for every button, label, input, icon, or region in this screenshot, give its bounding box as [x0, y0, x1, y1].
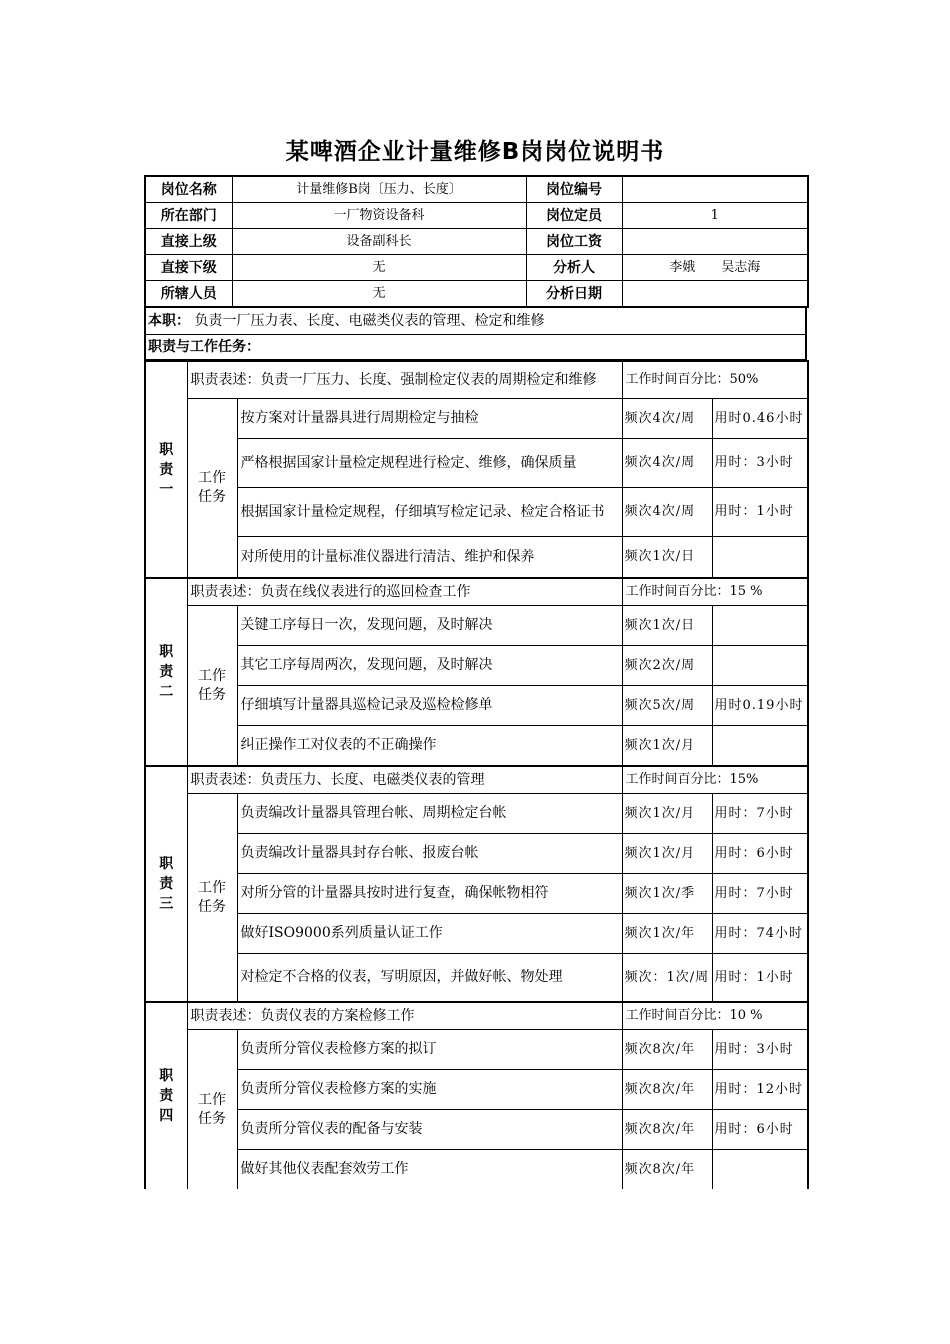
task-frequency: 频次：1次/周 — [622, 954, 712, 1003]
task-hours: 用时：3小时 — [712, 1030, 808, 1070]
task-hours — [712, 1150, 808, 1190]
task-hours — [712, 646, 808, 686]
task-text: 负责编改计量器具封存台帐、报废台帐 — [237, 834, 622, 874]
task-frequency: 频次1次/日 — [622, 537, 712, 579]
task-frequency: 频次4次/周 — [622, 488, 712, 537]
task-label-text: 工作任务 — [198, 1091, 226, 1127]
task-text: 负责编改计量器具管理台帐、周期检定台帐 — [237, 794, 622, 834]
task-hours: 用时0.46小时 — [712, 399, 808, 439]
duty-description: 职责表述：负责一厂压力、长度、强制检定仪表的周期检定和维修 — [187, 361, 622, 399]
analyst-value: 李娥 吴志海 — [622, 255, 808, 281]
task-text: 严格根据国家计量检定规程进行检定、维修，确保质量 — [237, 439, 622, 488]
task-frequency: 频次4次/周 — [622, 399, 712, 439]
analyst-label: 分析人 — [526, 255, 622, 281]
task-text: 其它工序每周两次，发现问题，及时解决 — [237, 646, 622, 686]
task-label-text: 工作任务 — [198, 470, 226, 505]
duty-label — [145, 578, 187, 766]
page-title: 某啤酒企业计量维修B岗岗位说明书 — [285, 139, 665, 165]
task-text: 根据国家计量检定规程，仔细填写检定记录、检定合格证书 — [237, 488, 622, 537]
superior-label: 直接上级 — [145, 229, 232, 255]
duty-time-percentage: 工作时间百分比：50% — [622, 361, 808, 399]
core-duty-label: 本职： — [148, 313, 190, 329]
task-frequency: 频次1次/季 — [622, 874, 712, 914]
task-text: 负责所分管仪表检修方案的拟订 — [237, 1030, 622, 1070]
position-name-value: 计量维修B岗〔压力、长度〕 — [232, 176, 526, 203]
analysis-date-label: 分析日期 — [526, 281, 622, 308]
task-label-text: 工作任务 — [198, 667, 226, 703]
task-label — [187, 1030, 237, 1190]
duty-label-text: 职责二 — [159, 644, 174, 700]
duties-heading: 职责与工作任务： — [145, 335, 806, 360]
duties-table — [144, 360, 809, 1189]
position-name-label: 岗位名称 — [145, 176, 232, 203]
analysis-date-value — [622, 281, 808, 308]
task-text: 做好其他仪表配套效劳工作 — [237, 1150, 622, 1190]
task-frequency: 频次1次/月 — [622, 834, 712, 874]
task-frequency: 频次8次/年 — [622, 1110, 712, 1150]
headcount-value: 1 — [622, 203, 808, 229]
duty-label — [145, 1002, 187, 1189]
task-hours: 用时：6小时 — [712, 834, 808, 874]
core-duty-table — [144, 308, 807, 360]
task-hours: 用时：7小时 — [712, 874, 808, 914]
task-hours: 用时0.19小时 — [712, 686, 808, 726]
duty-label-text: 职责三 — [159, 856, 174, 912]
task-text: 对所分管的计量器具按时进行复查，确保帐物相符 — [237, 874, 622, 914]
managed-staff-value: 无 — [232, 281, 526, 308]
duty-description: 职责表述：负责仪表的方案检修工作 — [187, 1002, 622, 1030]
task-text: 关键工序每日一次，发现问题，及时解决 — [237, 606, 622, 646]
core-duty-text: 负责一厂压力表、长度、电磁类仪表的管理、检定和维修 — [194, 313, 545, 329]
task-label — [187, 606, 237, 767]
task-frequency: 频次8次/年 — [622, 1030, 712, 1070]
task-frequency: 频次1次/月 — [622, 726, 712, 767]
department-value: 一厂物资设备科 — [232, 203, 526, 229]
duty-description: 职责表述：负责在线仪表进行的巡回检查工作 — [187, 578, 622, 606]
task-hours — [712, 606, 808, 646]
department-label: 所在部门 — [145, 203, 232, 229]
core-duty — [145, 308, 806, 335]
task-hours: 用时：3小时 — [712, 439, 808, 488]
task-frequency: 频次8次/年 — [622, 1070, 712, 1110]
task-label-text: 工作任务 — [198, 879, 226, 915]
task-text: 对检定不合格的仪表，写明原因，并做好帐、物处理 — [237, 954, 622, 1003]
task-frequency: 频次1次/日 — [622, 606, 712, 646]
duty-time-percentage: 工作时间百分比：15% — [622, 766, 808, 794]
task-frequency: 频次2次/周 — [622, 646, 712, 686]
superior-value: 设备副科长 — [232, 229, 526, 255]
duty-label-text: 职责一 — [159, 441, 174, 498]
duty-label — [145, 361, 187, 578]
task-text: 做好ISO9000系列质量认证工作 — [237, 914, 622, 954]
task-text: 负责所分管仪表检修方案的实施 — [237, 1070, 622, 1110]
task-text: 纠正操作工对仪表的不正确操作 — [237, 726, 622, 767]
task-text: 负责所分管仪表的配备与安装 — [237, 1110, 622, 1150]
salary-label: 岗位工资 — [526, 229, 622, 255]
task-label — [187, 794, 237, 1003]
subordinate-label: 直接下级 — [145, 255, 232, 281]
task-hours: 用时：7小时 — [712, 794, 808, 834]
position-code-value — [622, 176, 808, 203]
job-description-form — [144, 175, 807, 1189]
header-table — [144, 175, 809, 308]
headcount-label: 岗位定员 — [526, 203, 622, 229]
managed-staff-label: 所辖人员 — [145, 281, 232, 308]
task-label — [187, 399, 237, 579]
task-text: 仔细填写计量器具巡检记录及巡检检修单 — [237, 686, 622, 726]
task-frequency: 频次8次/年 — [622, 1150, 712, 1190]
task-frequency: 频次4次/周 — [622, 439, 712, 488]
position-code-label: 岗位编号 — [526, 176, 622, 203]
duty-description: 职责表述：负责压力、长度、电磁类仪表的管理 — [187, 766, 622, 794]
task-text: 按方案对计量器具进行周期检定与抽检 — [237, 399, 622, 439]
task-hours: 用时：1小时 — [712, 954, 808, 1003]
task-frequency: 频次1次/年 — [622, 914, 712, 954]
task-hours: 用时：1小时 — [712, 488, 808, 537]
duty-time-percentage: 工作时间百分比：10 % — [622, 1002, 808, 1030]
task-frequency: 频次5次/周 — [622, 686, 712, 726]
duty-label-text: 职责四 — [159, 1068, 174, 1124]
task-hours — [712, 726, 808, 767]
task-hours — [712, 537, 808, 579]
subordinate-value: 无 — [232, 255, 526, 281]
task-frequency: 频次1次/月 — [622, 794, 712, 834]
duty-time-percentage: 工作时间百分比：15 % — [622, 578, 808, 606]
task-hours: 用时：12小时 — [712, 1070, 808, 1110]
duty-label — [145, 766, 187, 1002]
task-hours: 用时：6小时 — [712, 1110, 808, 1150]
task-text: 对所使用的计量标准仪器进行清洁、维护和保养 — [237, 537, 622, 579]
task-hours: 用时：74小时 — [712, 914, 808, 954]
salary-value — [622, 229, 808, 255]
